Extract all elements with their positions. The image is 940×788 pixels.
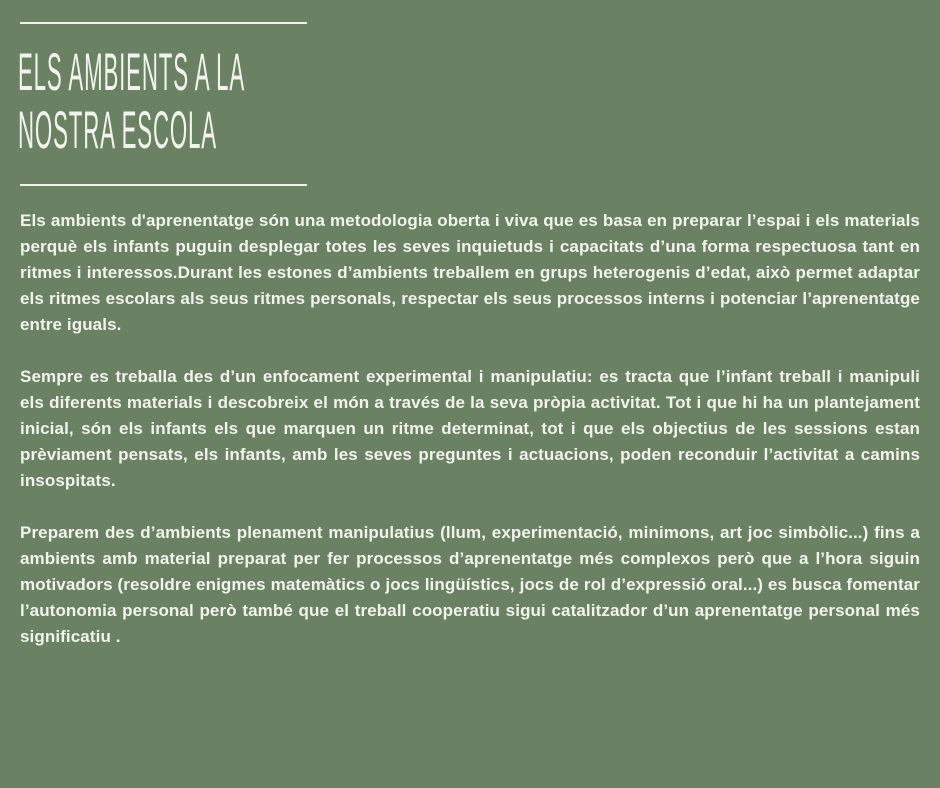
title-line-1: ELS AMBIENTS A LA bbox=[18, 43, 246, 102]
title-line-2: NOSTRA ESCOLA bbox=[18, 101, 217, 160]
title-bottom-rule bbox=[20, 184, 307, 186]
title-top-rule bbox=[20, 22, 307, 24]
body-text bbox=[20, 208, 920, 676]
paragraph-tipus-ambients: Preparem des d’ambients plenament manipulatius (llum, experimentació, minimons, art joc simbòlic...) fins a ambients amb material preparat per fer processos d’aprenentatge més complexos però que a l’hora siguin motivadors (resoldre enigmes matemàtics o jocs lingüístics, jocs de rol d’expressió oral...) es busca fomentar l’autonomia personal però també que el treball cooperatiu sigui catalitzador d’un aprenentatge personal més significatiu . bbox=[20, 523, 920, 646]
paragraph-enfocament-experimental: Sempre es treballa des d’un enfocament experimental i manipulatiu: es tracta que l’infant treball i manipuli els diferents materials i descobreix el món a través de la seva pròpia activitat. Tot i que hi ha un plantejament inicial, són els infants els que marquen un ritme determinat, tot i que els objectius de les sessions estan prèviament pensats, els infants, amb les seves preguntes i actuacions, poden reconduir l’activitat a camins insospitats. bbox=[20, 367, 920, 490]
page-title bbox=[18, 44, 245, 160]
paragraph-ambients-intro: Els ambients d'aprenentatge són una metodologia oberta i viva que es basa en preparar l’espai i els materials perquè els infants puguin desplegar totes les seves inquietuds i capacitats d’una forma respectuosa tant en ritmes i interessos.Durant les estones d’ambients treballem en grups heterogenis d’edat, això permet adaptar els ritmes escolars als seus ritmes personals, respectar els seus processos interns i potenciar l’aprenentatge entre iguals. bbox=[20, 211, 920, 334]
